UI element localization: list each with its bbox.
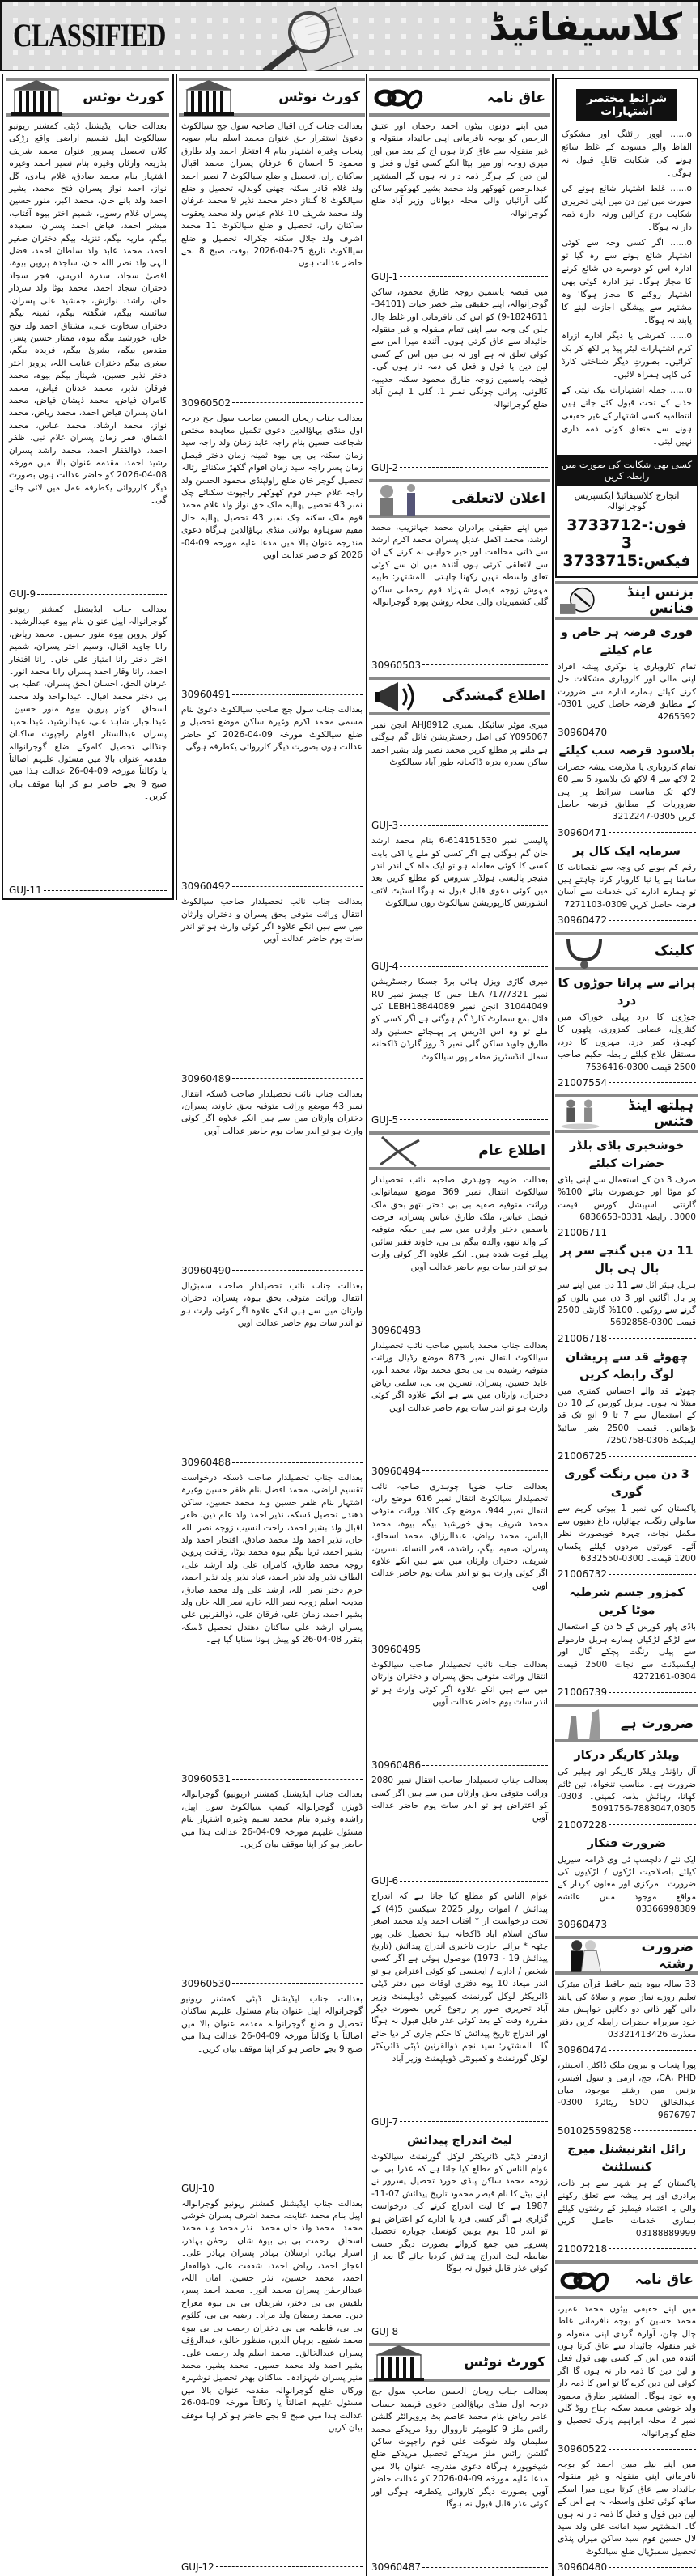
ad-body: بعدالت جناب ریحان الحسن صاحب سول جج درجہ اول منڈی بہاؤالدین دعوی فہمید حساب عامر ریاض بنام محمد عاصم بٹ پروپرائٹر گلشن رائس ملز 9 کلومیٹر نارووال روڈ مریدکے محمد سلیمان ولد شوکت علی قوم راجپوت ساکن گلشن رائس ملز مریدکے تحصیل مریدکے ضلع شیخوپورہ ہرگاہ دعوی مندرجہ عنوان بالا میں مدعا علیہ مورخہ 09-04-2026 کو عدالت حاضر آویں بصورت دیگر کاروائی یکطرفہ ہوگی اور کوئی عذر قابل قبول نہ ہوگا: [371, 2387, 548, 2509]
classified-ad: [179, 1787, 365, 1992]
ad-code: GUJ-8: [371, 2325, 548, 2338]
classified-ad: [179, 702, 365, 894]
ad-content: [181, 1789, 363, 1851]
ad-content: [371, 835, 548, 910]
section-header: [555, 2260, 698, 2299]
ad-body: آل راؤنڈر ویلڈر کاریگر اور ہیلپر کی ضرورت ہے۔ مناسب تنخواہ، تین ٹائم کھانا، رہائش بذمہ کمپنی۔ 0303-7883047,0305-5091756: [558, 1767, 696, 1814]
section-title: ضرورت رشتہ: [641, 1938, 694, 1972]
ad-headline: ویلڈر کاریگر درکار: [574, 1749, 680, 1763]
ad-headline: ضرورت فنکار: [587, 1836, 667, 1850]
ad-body: بعدالت جناب نائب تحصیلدار صاحب سیالکوٹ انتقال وراثت متوفی بحق پسران و دختران وارثان میں سے ہیں انکے علاوہ اگر کوئی وارث ہو تو اندر سات یوم حاضر عدالت آویں: [181, 897, 363, 944]
ad-body: بعدالت جناب ریحان الحسن صاحب سول جج درجہ اول منڈی بہاؤالدین دعوی تکمیل معاہدہ مختص شجاعت حسین بنام راجہ عابد زمان ولد راجہ سید زمان سکنہ بی بی بیوہ ثمینہ زمان دختر فیصل زمان پسر راجہ سید زمان اقوام گکھڑ سکنائے رتالہ تحصیل گوجر خان ضلع راولپنڈی محمود الحسن ولد راجہ غلام حیدر قوم کھوکھر راجپوت سکنائے چک نمبر 43 تحصیل پھالیہ ملک حق نواز ولد غلام محمد قوم ملک سکنہ چک نمبر 43 تحصیل پھالیہ حال مقیم سوہاوہ بولانی منڈی بہاؤالدین ہرگاہ دعوی مندرجہ عنوان بالا میں مدعا علیہ مورخہ 09-04-2026 کو حاضر عدالت آویں: [181, 413, 363, 560]
ad-body: میری موٹر سائیکل نمبری AHJ8912 انجن نمبر Y095067 کی اصل رجسٹریشن فائل گم ہوگئی ہے ملنے پر مطلع کریں محمد نصیر ولد بشیر احمد ساکن سدرہ بدرہ ڈاکخانہ طور آباد سیالکوٹ: [371, 719, 548, 768]
ad-content: [558, 2141, 696, 2240]
ad-code: GUJ-3: [371, 819, 548, 832]
ad-code: GUJ-2: [371, 461, 548, 474]
classified-ad: [179, 894, 365, 1086]
classified-ad: [555, 841, 698, 928]
phone-line: [562, 516, 692, 552]
ad-headline: کمزور جسم شرطیہ موٹا کریں: [569, 1586, 685, 1618]
classified-ad: [555, 1582, 698, 1700]
ad-content: [558, 624, 696, 724]
ad-content: [181, 1993, 363, 2056]
ad-body: 33 سالہ بیوہ یتیم حافظ قرآن میٹرک تعلیم روزے نماز صوم و صلاۃ کی پابند ذاتی گھر ذاتی دو دکانیں خواہش مند خود سربراہ حضرات رابطہ کریں دفتر معذرت 03321413426: [558, 1980, 696, 2039]
ad-content: [558, 2303, 696, 2440]
classified-ad: [369, 1479, 550, 1657]
classified-ad: [179, 119, 365, 411]
classified-ad: [369, 718, 550, 834]
ad-content: [371, 1891, 548, 2065]
ad-content: [558, 1979, 696, 2041]
classified-ad: [369, 1173, 550, 1339]
term-item: o...... اوور رائٹنگ اور مشکوک الفاظ والے مسودے کے غلط شائع ہونے کی شکایت قابلِ قبول نہ ہوگی۔: [562, 129, 692, 178]
ad-code: 30960531: [181, 1772, 363, 1785]
ad-body: بعدالت جناب نائب تحصیلدار صاحب سمبڑیال انتقال وراثت متوفی بحق بیوہ، پسران، دختران وارثان میں سے ہیں انکے علاوہ اگر کوئی وارث ہو تو اندر سات یوم حاضر عدالت آویں: [181, 1280, 363, 1328]
ad-code: 501025598258: [558, 2124, 696, 2137]
ad-body: بعدالت جناب نائب تحصیلدار صاحب سیالکوٹ انتقال وراثت متوفی بحق پسران و دختران وارثان میں سے ہیں انکے علاوہ اگر کوئی وارث ہو تو اندر سات یوم حاضر عدالت آویں: [371, 1659, 548, 1708]
section-title: عاق نامہ: [486, 89, 545, 106]
ad-headline: لیٹ اندراج پیدائش: [406, 2133, 513, 2147]
couple-icon: [560, 1937, 607, 1974]
classified-ad: [179, 1470, 365, 1787]
court-icon: [184, 79, 234, 116]
classified-ad: [555, 1977, 698, 2058]
court-icon: [11, 79, 62, 116]
fitness-icon: [560, 1095, 602, 1132]
ad-headline: 3 دن میں رنگت گوری گوری: [564, 1468, 689, 1500]
ad-code: 30960489: [181, 1072, 363, 1085]
ad-code: 21007228: [558, 1818, 696, 1831]
ad-body: بعدالت جناب ایڈیشنل کمشنر ریونیو گوجرانوالہ اپیل عنوان بنام بیوہ عبدالرشید۔ کوثر پروین بیوہ منور حسین۔ محمد ریاض، رانا جاوید اقبال، وسیم اختر پسران، شمیم اختر دختر رانا امتیاز علی خاں۔ رانا افتخار احمد، رانا وقار احمد پسران رانا محمد انور۔ عرفان الحق، احسان الحق پسران، عطیہ بی بی دختر محمد اقبال۔ عبدالواحد ولد محمد اسحاق۔ کوثر پروین بیوہ منور حسین۔ عبدالجبار، شاہد علی، عبدالرشید، عبدالحمید پسران عبدالستار اقوام راجپوت ساکنان چنڈالی تحصیل کاموکے ضلع گوجرانوالہ مقدمہ عنوان بالا میں مسئول علیہم اصالتاً یا وکالتاً مورخہ 09-04-26 عدالت ہذا میں صبح 9 بجے حاضر ہو کر اپنا موقف بیان کریں۔: [9, 605, 167, 802]
ad-body: پالیسی نمبر 614151530-6 بنام محمد ارشد خان گم ہوگئی ہے اگر کسی کو ملے یا اکی بابت کسی کا کوئی معاملہ ہو تو ایک ماہ کے اندر اندر منیجر پالیسی ہولڈر سروس کو مطلع کریں بعد میں کوئی دعوی قابل قبول نہ ہوگا اسٹیٹ لائف انشورنس کارپوریشن سیالکوٹ زون سیالکوٹ: [371, 836, 548, 909]
ad-content: [558, 1746, 696, 1816]
classified-ad: [555, 2302, 698, 2457]
column-1: [2, 74, 174, 900]
ad-content: [558, 1137, 696, 1224]
terms-title: شرائطِ مختصر اشتہارات: [576, 89, 677, 121]
section-title: اطلاع گمشدگی: [442, 687, 545, 704]
classified-ad: [369, 520, 550, 673]
ad-code: 30960474: [558, 2043, 696, 2056]
ad-code: 30960494: [371, 1465, 548, 1478]
ad-code: 30960472: [558, 914, 696, 927]
classified-ad: [369, 1339, 550, 1479]
ad-content: [181, 1280, 363, 1330]
classified-ad: [555, 2139, 698, 2257]
ad-content: [558, 1584, 696, 1683]
ad-content: [558, 742, 696, 824]
classified-ad: [369, 2384, 550, 2575]
ad-code: 21006718: [558, 1332, 696, 1345]
ad-body: میں فیضہ یاسمین زوجہ طارق محمود، ساکن گوجرانوالہ، اپنے حقیقی بیٹے خضر حیات (34101-1824611-9) کو اس کی نافرمانی اور غلط چال چلن کی وجہ سے اپنی تمام منقولہ و غیر منقولہ جائیداد سے عاق کرتی ہوں۔ آئندہ میرا اس سے کوئی تعلق نہ ہے اور نہ ہی میں اس کے کسی لین دین یا قول و فعل کی ذمہ دار ہوں گی۔ فیضہ یاسمین زوجہ طارق محمود سکنہ حدیبیہ کالونی، پرانی چونگی نمبر 1، گلی 1 ایمن آباد ضلع گوجرانوالہ: [371, 286, 548, 410]
column-divider: [366, 74, 367, 2576]
fax-line: [562, 552, 692, 570]
section-title: اعلان لاتعلقی: [452, 490, 545, 507]
ad-content: [181, 1089, 363, 1139]
classified-ad: [369, 1657, 550, 1773]
column-4: [555, 74, 698, 2575]
ad-body: بعدالت ضویہ چوہدری صاحبہ نائب تحصیلدار سیالکوٹ انتقال نمبر 369 موضع سیمانوالی وراثت متوفیہ صفیہ بی بی دختر نتھو بحق ملک فیصل عباس، ملک طارق عباس پسران، فرحت یاسمین دختر وارثان میں سے ہیں جبکہ متوفیہ کے والد نتھو، والدہ بیگم بی بی، خاوند فقیر سائیں پہلے فوت شدہ ہیں۔ انکے علاوہ اگر کوئی وارث ہو تو اندر سات یوم حاضر عدالت آویں: [371, 1174, 548, 1272]
ad-headline: خوشخبری باڈی بلڈر حضرات کیلئے: [569, 1139, 685, 1170]
burst-icon: [374, 1132, 424, 1169]
ad-body: بعدالت جناب کرن اقبال صاحبہ سول جج سیالکوٹ دعویٰ استقرار حق عنوان محمد اسلم بنام صوبہ پنجاب وغیرہ اشتہار بنام 4 افتخار احمد ولد طارق محمود 5 احسان 6 عرفان پسران محمد اقبال ساکنان راں، تحصیل و ضلع سیالکوٹ 7 نصیر احمد ولد غلام قادر سکنہ چھنی گوندل، تحصیل و ضلع سیالکوٹ 8 گلناز دختر محمد نذیر 9 محمد عرفان ولد محمد شریف 10 غلام عباس ولد محمد یعقوب ساکنان راں، تحصیل و ضلع سیالکوٹ 11 محمد اشرف ولد جلال سکنہ چکرالہ تحصیل و ضلع سیالکوٹ تاریخ 25-04-2026 بوقت صبح 8 بجے حاضر عدالت ہوں: [181, 121, 363, 269]
ad-headline: رائل انٹرنیشنل میرج کنسلٹنٹ: [567, 2142, 686, 2174]
ad-code: 30960503: [371, 659, 548, 672]
ad-code: GUJ-4: [371, 960, 548, 973]
ad-content: [181, 1472, 363, 1647]
ad-content: [558, 2060, 696, 2122]
ad-code: 21006725: [558, 1449, 696, 1462]
column-divider: [176, 74, 177, 900]
masthead: [0, 0, 700, 71]
classified-ad: [555, 1464, 698, 1582]
ad-headline: بلاسود قرضہ سب کیلئے: [558, 744, 695, 758]
classified-ad: [179, 1992, 365, 2196]
ad-code: 30960530: [181, 1977, 363, 1990]
ad-content: [181, 704, 363, 754]
fax-label: فیکس:: [637, 552, 691, 570]
ad-body: میں اپنے حقیقی بیٹوں محمد عمیر، محمد حسین کو بوجہ نافرمانی غلط چال چلن، آوارہ گردی اپنی منقولہ و غیر منقولہ جائیداد سے عاق کرتا ہوں آئندہ میں اس کے کسی بھی قول فعل و لین دین کا ذمہ دار نہ ہوں گا اگر کوئی لین دین کرے گا تو اس کا ذمہ دار وہ خود ہوگا۔ المشتہر طارق محمود ولد خوشی محمد سکنہ جناح روڈ گلی نمبر 2 محلہ ابراہیم پارک تحصیل و ضلع گوجرانوالہ: [558, 2303, 696, 2438]
ad-body: میری گاڑی ویزل ہائی برڈ جسکا رجسٹریشن نمبر LEA /17/7321 جس کا چیسز نمبر RU 31044049 انجن نمبر LEBH18844089 کی فائل بمع سمارٹ کارڈ گم ہوگئی ہے اگر کسی کو ملے تو وہ اس اڈریس پر پہنچائے حسنین ولد طارق جاوید ساکن گلی نمبر 3 روز گارڈن ڈاکخانہ سمال انڈسٹریز مظفر پور سیالکوٹ: [371, 977, 549, 1062]
term-item: o...... کمرشل یا دیگر ادارے ازراہ کرم اشتہارات لیٹر پیڈ پر لکھ کر بک کرائیں۔ بصورتِ دیگر شناختی کارڈ کی کاپی ہمراہ لائیں۔: [562, 331, 692, 380]
section-header: [369, 677, 550, 715]
ad-code: 21007218: [558, 2243, 696, 2256]
classified-ad: [555, 2058, 698, 2139]
ad-content: [558, 1466, 696, 1565]
classified-ad: [555, 741, 698, 841]
ad-body: پاکستان کے ہر شہر سے ہر ذات، برادری اور ہر پیشہ سے تعلق رکھنے والی با اعتماد فیملیز کے رشتوں کیلئے ہماری خدمات حاصل کریں 03188889999: [558, 2178, 696, 2239]
classified-ad: [369, 119, 550, 285]
chain-icon: [560, 2261, 610, 2298]
ad-content: [181, 896, 363, 946]
ad-body: ہربل ہیئر آئل سے 11 دن میں اپنے سر پر بال اگائیں اور 3 دن میں بالوں کو گرنے سے روکیں۔ 100% گارنٹی 2500 قیمت 0300-5692858: [558, 1280, 696, 1328]
section-title: ہیلتھ اینڈ فٹنس: [628, 1097, 694, 1131]
column-3: [369, 74, 550, 2575]
ad-content: [371, 976, 548, 1063]
classified-ad: [555, 973, 698, 1091]
ad-body: بعدالت جناب سول جج صاحب سیالکوٹ دعویٰ بنام مسمی محمد اکرم وغیرہ ساکن موضع تحصیل و ضلع سیالکوٹ مورخہ 09-04-2026 کو حاضر عدالت ہوں بصورت دیگر کارروائی یکطرفہ ہوگی: [181, 705, 363, 753]
ad-body: تمام کاروباری یا نوکری پیشہ افراد اپنی مالی اور کاروباری مشکلات حل کرنے کیلئے ہمارے ادارے سے ضرورت کے مطابق قرضہ حاصل کریں 0301-4265592: [558, 662, 696, 722]
ad-body: بعدالت جناب تحصیلدار صاحب ڈسکہ درخواست تقسیم اراضی، محمد افضل بنام ظفر حسین وغیرہ اشتہار بنام ظفر حسین ولد محمد حسین، ساکن دھندل تحصیل ڈسکہ، نذیر احمد ولد علم دین، ظفر اقبال ولد بشیر احمد، راحت لنسیب زوجہ نصر اللہ خاں، نذیر احمد ولد محمد صادق، افتخار احمد ولد بشیر احمد، ثریا بیگم بیوہ محمد بوٹا، رفاقت پروین زوجہ محمد طارق، کامران علی ولد ارشد علی، الطاف نذیر ولد نذیر احمد، عباد نذیر ولد نذیر احمد، حرم دختر نصر اللہ، ارشد علی ولد محمد صادق، مدیحہ اسلم زوجہ نصر اللہ خاں، نصر اللہ خاں ولد بشیر احمد، زمان علی، فرقان علی، ذوالقرنین علی پسران ارشد علی ساکنان دھندل تحصیل ڈسکہ بتقرر 08-04-26 کو پیش ہونا سنایا گیا ہے۔: [181, 1473, 363, 1645]
section-header: [369, 2343, 550, 2382]
ad-code: 30960491: [181, 688, 363, 701]
ad-body: بعدالت جناب ایڈیشنل کمشنر (ریونیو) گوجرانوالہ ڈویژن گوجرانوالہ کیمپ سیالکوٹ سول اپیل، راشدہ وغیرہ بنام محمد سلیم وغیرہ اشتہار بنام مسئول علیہم مورخہ 09-04-26 عدالت ہذا میں حاضر ہو کر اپنا موقف بیان کریں۔: [181, 1789, 363, 1849]
section-title: عاق نامہ: [634, 2272, 694, 2289]
ad-content: [181, 2198, 363, 2435]
section-title: اطلاع عام: [478, 1142, 545, 1159]
ad-body: بعدالت جناب ایڈیشنل ڈپٹی کمشنر ریونیو سیالکوٹ اپیل تقسیم اراضی واقع رڑکی کلاں تحصیل پسرور عنوان محمد شریف بذریعہ وارثان وغیرہ بنام نصیر احمد وغیرہ اشتہار بنام محمد صادق، غلام ہادی، گل نواز، احمد نواز پسران فتح محمد، بشیر احمد ولد بانے خان، محمد اکبر، منور حسین پسران غلام رسول، شمیم اختر بیوہ آفتاب، مبشر احمد، فیاض احمد پسران، سعیدہ بیگم، ماریہ بیگم، تنزیلہ بیگم دختران صغیر احمد، محمد عابد ولد سلطان احمد، فضل الٰہی ولد نصر اللہ خان، ساجدہ پروین بیوہ، اقصیٰ سجاد، سدرہ ادریس، فجر سجاد دختران سجاد احمد، محمد بوٹا ولد سردار خان، راشد، نوازش، جمشید علی پسران، شائستہ بیگم، شگفتہ بیگم، ثمینہ بیگم دختران سخاوت علی، مشتاق احمد ولد فتح خان، خورشید بیگم بیوہ، ممتاز حسین پسر، مقدس بیگم، بشریٰ بیگم، فریدہ بیگم، صغریٰ بیگم دختران عنایت اللہ، پرویز اختر دختر نذیر حسین، شہناز بیگم بیوہ، محمد فرقان نذیر، محمد عدنان فیاض، محمد کامران فیاض، محمد ذیشان فیاض، محمد امان پسران فیاض احمد، محمد ریاض، محمد نواز، محمد ارشاد، محمد عباس، محمد اشفاق، قمر زمان پسران غلام نبی، ظفر احمد، ذوالفقار احمد، محمد راشد پسران رشید احمد، مقدمہ عنوان بالا میں مورخہ 08-04-2026 کو حاضر عدالت ہوں بصورت دیگر کارروائی یکطرفہ عمل میں لائی جائے گی۔: [9, 121, 167, 506]
classified-ad: [555, 1241, 698, 1346]
classified-ad: [369, 1889, 550, 2129]
ad-body: باڈی پاور کورس کے 5 دن کے استعمال سے لڑکے لڑکیاں ہمارے ہربل فارمولے سے پیلی رنگت پچکے گال اور ایکسیڈنٹ سے نجات 2500 قیمت 0304-4272161: [558, 1622, 697, 1682]
column-2: [179, 74, 365, 2575]
classified-ad: [179, 1087, 365, 1279]
ad-content: [371, 2386, 548, 2510]
ad-headline: فوری قرضہ ہر خاص و عام کیلئے: [560, 626, 694, 657]
ad-content: [371, 121, 548, 220]
title-urdu: کلاسیفائیڈ: [489, 5, 682, 49]
ad-code: GUJ-11: [9, 884, 167, 897]
terms-box: [555, 78, 698, 578]
ad-code: 30960471: [558, 826, 696, 839]
stethoscope-icon: [560, 932, 610, 970]
ad-content: [371, 286, 548, 411]
ad-content: [371, 1659, 548, 1709]
section-header: [555, 1094, 698, 1133]
ad-content: [558, 974, 696, 1074]
ad-code: GUJ-1: [371, 270, 548, 283]
term-item: o...... جملہ اشتہارات نیک نیتی کے جذبے کے تحت قبول کئے جاتے ہیں انتظامیہ کسی اشتہار کے غیر حقیقی ہونے سے متعلق کوئی ذمہ داری نہیں لیتی۔: [562, 385, 692, 447]
ad-body: رقم کم ہونے کی وجہ سے نقصانات کا سامنا ہے یا نیا کاروبار کرنا چاہتے ہیں تو ہمارے ادارے کی خدمات سے آسان قرضہ حاصل کریں 0309-7271103: [558, 862, 696, 910]
ad-content: [558, 1348, 696, 1448]
section-title: کلینک: [654, 943, 694, 960]
classified-ad: [179, 1279, 365, 1470]
ad-code: 30960473: [558, 1918, 696, 1931]
megaphone-icon: [374, 677, 424, 715]
section-title: کورٹ نوٹس: [464, 2354, 545, 2371]
ad-body: بعدالت جناب نائب تحصیلدار صاحب ڈسکہ انتقال نمبر 43 موضع وراثت متوفیہ بحق خاوند، پسران، دختران وارثان میں سے ہیں انکے علاوہ اگر کوئی وارث ہو تو اندر سات یوم حاضر عدالت آویں: [181, 1089, 363, 1136]
ad-body: ازدفتر ڈپٹی ڈائریکٹر لوکل گورنمنٹ سیالکوٹ عوام الناس کو مطلع کیا جاتا ہے کہ عذرا بی بی زوجہ محمد ساکن پنڈی خورد تحصیل پسرور نے اپنے بیٹے کا نام قیصر محمود تاریخ پیدائش 07-11-1987 ہے کا لیٹ اندراج کرنے کی درخواست گزاری ہے اگر کسی فرد یا ادارے کو اعتراض ہو تو اندر 10 یوم یونین کونسل چوبارہ تحصیل پسرور میں جمع کروائے بصورت دیگر حسب ضابطہ لیٹ اندراج پیدائش کردیا جائے گا بعد از کوئی عذر قابل قبول نہ ہوگا: [371, 2151, 548, 2274]
ad-content: [181, 413, 363, 562]
ad-code: 30960490: [181, 1264, 363, 1277]
ad-code: 30960495: [371, 1643, 548, 1656]
ad-content: [371, 1481, 548, 1594]
title-english: CLASSIFIED: [13, 17, 166, 53]
ad-headline: سرمایہ ایک کال پر: [573, 844, 681, 858]
complaint-banner: کسی بھی شکایت کی صورت میں رابطہ کریں: [557, 455, 697, 486]
ad-body: بعدالت جناب ایڈیشنل کمشنر ریونیو گوجرانوالہ اپیل بنام محمد عنایت، محمد اشرف پسران خوشی محمد۔ محمد ولد خان محمد۔ نذر محمد ولد محمد اسحاق۔ رحمت بی بی بیوہ شان۔ رحمٰن بہادر، اسرار بہادر، ارسلان بہادر پسران بہادر علی۔ اعجاز احمد، ریاض احمد، شفقت علی، ذوالفقار احمد، محمد حسین، نذر حسین، امان اللہ، عبدالرحمٰن پسران محمد انور۔ محمد احمد پسر، بلقیس بی بی دختر، شریفاں بی بی بیوہ معراج دین۔ محمد رمضان ولد مراد۔ رضیہ بی بی، کلثوم بی بی، فاطمہ بی بی دختران رحمت بی بی بیوہ محمد شفیع۔ برہان الدین، منظور خالق، عبدالرؤف پسران عبدالخالق۔ محمد اسلم ولد رحمت علی۔ بشیر احمد ولد محمد حسین۔ محمد بشیر، محمد منیر پسران شہزادہ۔ ساکنان بھدر تحصیل نوشہرہ ورکاں ضلع گوجرانوالہ مقدمہ عنوان بالا میں مسئول علیہم اصالتاً یا وکالتاً مورخہ 09-04-26 عدالت ہذا میں صبح 9 بجے حاضر ہو کر اپنا موقف بیان کریں۔: [181, 2198, 363, 2433]
ad-content: [558, 842, 696, 912]
ad-body: ایک نئے / دلچسپ ٹی وی ڈرامہ سیریل کیلئے باصلاحیت لڑکوں / لڑکیوں کی ضرورت۔ مرکزی اور معاون کردار کے مواقع موجود مس عائشہ 03366998389: [558, 1854, 696, 1915]
section-header: [6, 78, 169, 117]
ad-code: GUJ-10: [181, 2182, 363, 2195]
ad-code: GUJ-5: [371, 1114, 548, 1127]
ad-body: میں اپنے حقیقی برادران محمد جہانزیب، محمد ارشد، محمد اکمل عدیل پسران محمد اکرم ارشد سے ذاتی مخالفت اور خیر خواہی نہ کرنے کے ان سے لاتعلقی کرتی ہوں آئندہ میں ان سے کوئی تعلق واسطہ نہیں رکھنا چاہتی۔ المشتہر: طیبہ مہوش زوجہ فیصل شہزاد قوم رحمانی ساکن گلی کشمیریاں والی محلہ روشن پورہ گوجرانوالہ: [371, 522, 548, 607]
ad-body: عوام الناس کو مطلع کیا جاتا ہے کہ اندراج پیدائش / اموات رولز 2025 سیکشن 5(4) کے تحت درخواست از * آفتاب احمد ولد محمد اصغر ساکن اسلام آباد ڈاکخانہ ہیڈ تحصیل علی پور چٹھہ * برائے اجازت تاخیری اندراج پیدائش (تاریخ پیدائش 19 - 1973) موصول ہوئی ہے اگر کسی شخص / ادارے / ایجنسی کو کوئی اعتراض ہو تو اندر میعاد 10 یوم دفتری اوقات میں دفتر ڈپٹی ڈائریکٹر لوکل گورنمنٹ کمیونٹی ڈویلپمنٹ وزیر آباد تحریری طور پر رجوع کریں بصورت دیگر مقررہ وقت کے بعد کوئی عذر قابل قبول نہ ہوگا اور اندراج تاریخ پیدائش کا حکم جاری کر دیا جائے گا۔ المشتہر: سید نجم ذوالقرنین ڈپٹی ڈائریکٹر لوکل گورنمنٹ و کمیونٹی ڈویلپمنٹ وزیر آباد: [371, 1891, 548, 2064]
section-title: ضرورت ہے: [620, 1715, 694, 1732]
ad-body: میں اپنے بیٹے مبین احمد کو بوجہ نافرمانی اپنی منقولہ و غیر منقولہ جائیداد سے عاق کرتا ہوں میرا اسکے ساتھ کوئی تعلق واسطہ نہ ہے اس کے لین دین قول و فعل کا ذمہ دار نہ ہوں گا۔ المشتہر سید امانت علی ولد سید لال حسین قوم سید ساکن میراں پنڈی تحصیل سمبڑیال ضلع سیالکوٹ: [558, 2459, 696, 2557]
ad-body: بعدالت جناب محمد یاسین صاحب نائب تحصیلدار سیالکوٹ انتقال نمبر 873 موضع رڈیال وراثت متوفیہ رشیدہ بی بی بحق محمد بوٹا، محمد انور، عابد حسین، پسران، نسرین بی بی، سلمیٰ ریاض دختران، وارثان میں سے ہے انکے علاوہ اگر کوئی وارث ہو تو اندر سات یوم حاضر عدالت آویں: [371, 1340, 548, 1413]
ad-content: [558, 1835, 696, 1916]
ad-code: 30960522: [558, 2442, 696, 2455]
section-header: [555, 932, 698, 970]
classified-ad: [555, 1745, 698, 1832]
ad-body: بعدالت جناب ضویا چوہدری صاحبہ نائب تحصیلدار سیالکوٹ انتقال نمبر 616 موضع راں، انتقال نمبر 944، موضع چک کالا، وراثت متوفی محمد شریف بحق خورشید بیگم بیوہ، محمد الیاس، محمد ریاض، عبدالرزاق، محمد اسحاق، پسران، صفیہ بیگم، راشدہ، قمر النساء، نسرین، شریف، دختران وارثان میں سے ہیں انکے علاوہ اگر کوئی وارث ہو تو اندر سات یوم حاضر عدالت آویں: [371, 1481, 548, 1591]
ad-code: 21006711: [558, 1226, 696, 1239]
classified-ad: [369, 974, 550, 1127]
hands-icon: [560, 1704, 610, 1742]
ad-code: 30960487: [371, 2561, 548, 2574]
ad-content: [181, 121, 363, 270]
family-icon: [374, 480, 424, 517]
ad-content: [9, 121, 167, 507]
ad-body: میں اپنے دونوں بیٹوں احمد رحمان اور عتیق الرحمن کو بوجہ نافرمانی اپنی جائیداد منقولہ و غیر منقولہ سے عاق کرتا ہوں آج کے بعد میں اور میری زوجہ اور میرا بیٹا انکے کسی قول و فعل و لین دین کے ہرگز ذمہ دار نہ ہوں گے المشتہر عبدالرحمن کھوکھر ولد محمد بشیر کھوکھر ساکن گلی آرائیاں والی محلہ دیواناں وزیر آباد ضلع گوجرانوالہ: [371, 121, 548, 219]
ad-code: 30960480: [558, 2561, 696, 2574]
section-title: کورٹ نوٹس: [278, 89, 360, 105]
column-divider: [552, 74, 554, 2576]
ad-content: [558, 1242, 696, 1330]
classified-ad: [179, 411, 365, 703]
ad-content: [371, 2132, 548, 2276]
ad-content: [371, 719, 548, 770]
clock-icon: [560, 582, 600, 619]
fax-number: 3733715: [562, 552, 638, 570]
section-title: کورٹ نوٹس: [83, 89, 164, 105]
section-header: [555, 581, 698, 620]
classified-ad: [555, 622, 698, 741]
section-header: [555, 1936, 698, 1975]
ad-headline: 11 دن میں گنجے سر پر بال ہی بال: [560, 1245, 694, 1276]
classified-ad: [369, 1773, 550, 1889]
incharge-label: انچارج کلاسیفائیڈ ایکسپریس گوجرانوالہ: [574, 490, 680, 511]
classified-ad: [6, 119, 169, 602]
section-header: [369, 78, 550, 117]
ad-code: 21007554: [558, 1076, 696, 1089]
ad-code: 21006732: [558, 1568, 696, 1581]
ad-code: GUJ-9: [9, 588, 167, 601]
ad-code: 30960488: [181, 1456, 363, 1469]
ad-body: صرف 3 دن کے استعمال سے اپنی باڈی کو موٹا اور خوبصورت بنائے 100% گارنٹی۔ اسپیشل کورس۔ قیمت 3000۔ رابطہ 0331-6836653: [558, 1174, 696, 1223]
ad-code: 30960492: [181, 880, 363, 893]
section-header: [179, 78, 365, 117]
ad-code: 30960493: [371, 1324, 548, 1337]
classified-ad: [179, 2196, 365, 2575]
ad-content: [558, 2459, 696, 2558]
classified-ad: [369, 2130, 550, 2340]
ad-content: [371, 1775, 548, 1825]
classified-ad: [555, 1135, 698, 1241]
ad-code: 21006739: [558, 1686, 696, 1699]
classified-ad: [555, 2457, 698, 2575]
ad-content: [371, 1340, 548, 1415]
phone-number: 3733712-3: [566, 516, 648, 552]
classified-ad: [369, 285, 550, 476]
ad-body: پاکستان کی نمبر 1 بیوٹی کریم سے سانولی رنگت، چھائیاں، داغ دھبوں سے مکمل نجات، چہرہ خوبصورت نظر آئے۔ عورتوں مردوں کیلئے یکساں 1200 قیمت۔ 0300-6332550: [558, 1504, 696, 1564]
section-header: [555, 1704, 698, 1742]
ad-headline: چھوٹے قد سے پریشان لوگ رابطہ کریں: [565, 1350, 689, 1381]
section-title: بزنس اینڈ فنانس: [626, 584, 694, 617]
phone-label: فون:: [647, 516, 687, 534]
section-header: [369, 1131, 550, 1170]
section-header: [369, 479, 550, 518]
ad-content: [371, 522, 548, 609]
ad-body: بعدالت جناب ایڈیشنل ڈپٹی کمشنر ریونیو گوجرانوالہ اپیل عنوان بنام مسئول علیہم ساکنان تحصیل و ضلع گوجرانوالہ مقدمہ عنوان بالا میں اصالتاً یا وکالتاً مورخہ 09-04-26 عدالت ہذا میں صبح 9 بجے حاضر ہو کر اپنا موقف بیان کریں۔: [181, 1993, 363, 2054]
ad-code: 30960470: [558, 726, 696, 739]
ad-code: 30960502: [181, 397, 363, 410]
classified-ad: [369, 834, 550, 974]
magnifier-newspaper-icon: [220, 6, 374, 71]
ad-code: GUJ-7: [371, 2116, 548, 2128]
term-item: o...... غلط اشتہار شائع ہونے کی صورت میں تین دن میں اپنی تحریری شکایت درج کرائیں ورنہ ادارہ ذمہ دار نہ ہوگا۔: [562, 184, 692, 232]
court-icon: [374, 2344, 424, 2381]
ad-code: GUJ-12: [181, 2561, 363, 2574]
term-item: o...... اگر کسی وجہ سے کوئی اشتہار شائع ہونے سے رہ گیا تو ادارہ اس کو دوسرے دن شائع کرنے کا مجاز ہوگا۔ نیز ادارہ کوئی بھی اشتہار روکنے کا مجاز ہوگا‘ وہ مشتہر سے پیشگی اجازت لینے کا پابند نہ ہوگا۔: [562, 238, 692, 325]
classified-ad: [555, 1347, 698, 1465]
ad-code: 30960486: [371, 1759, 548, 1772]
ad-content: [371, 1174, 548, 1274]
ad-body: پورا پنجاب و بیرون ملک ڈاکٹر، انجینئر، CA، PHD، جج، آرمی و سول آفیسر، بزنس مین رشتے موجود، میاں عبدالخالق SDO ریٹائرڈ 0300-9676797: [558, 2060, 696, 2120]
ad-body: بعدالت جناب تحصیلدار صاحب انتقال نمبر 2080 وراثت متوفی بحق وارثان میں سے ہیں اگر کسی کو اعتراض ہو تو اندر سات یوم حاضر عدالت آویں: [371, 1776, 548, 1823]
ad-headline: پرانے سے پرانا جوڑوں کا درد: [558, 977, 696, 1008]
classified-ad: [6, 602, 169, 898]
classified-ad: [555, 1833, 698, 1933]
ad-body: جوڑوں کا درد پہلی خوراک میں کنٹرول، عصابی کمزوری، پٹھوں کا کھچاؤ، کمر درد، مہروں کا درد، مستقل علاج کیلئے رابطہ حکیم صاحب 2500 قیمت 0300-7536416: [558, 1012, 696, 1072]
ad-code: GUJ-6: [371, 1874, 548, 1887]
chain-icon: [374, 79, 424, 116]
ad-body: چھوٹے قد والے احساس کمتری میں مبتلا نہ ہوں۔ ہربل کورس کے 10 دن کے استعمال سے 7 تا 9 انچ تک قد بڑھائیں۔ قیمت 2500 بغیر سائیڈ ایفیکٹ 0306-7250758: [558, 1386, 696, 1446]
ad-content: [9, 604, 167, 804]
ad-body: تمام کاروباری یا ملازمت پیشہ حضرات 2 لاکھ سے 4 لاکھ تک بلاسود 5 سے 60 لاکھ تک مناسب شرائط پر اپنی ضروریات کے مطابق قرضہ حاصل کریں 0305-3212247: [558, 762, 696, 822]
